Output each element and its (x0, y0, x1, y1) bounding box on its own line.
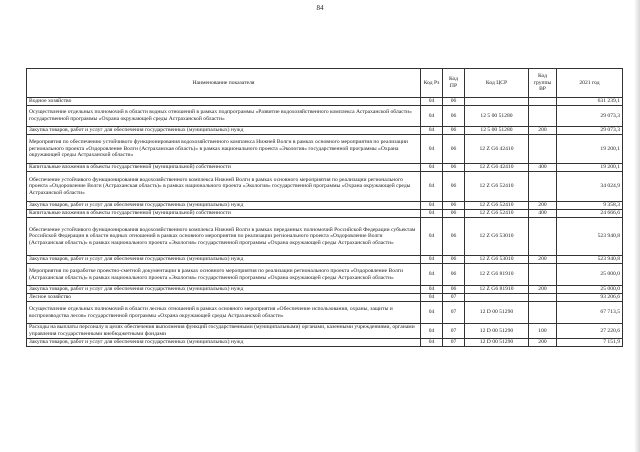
row-rz-cell: 04 (421, 106, 443, 127)
row-name-cell: Лесное хозяйство (27, 294, 421, 302)
row-rz-cell: 04 (421, 127, 443, 135)
row-vr-cell (529, 294, 557, 302)
row-csr-cell: 12 Z G6 53010 (465, 256, 529, 264)
row-sum-cell: 29 073,3 (557, 106, 623, 127)
row-rz-cell: 04 (421, 135, 443, 164)
row-rz-cell: 04 (421, 294, 443, 302)
table-row (27, 218, 623, 256)
row-sum-cell: 25 000,0 (557, 264, 623, 286)
row-sum-cell: 67 713,5 (557, 302, 623, 324)
row-sum-cell: 24 666,6 (557, 210, 623, 218)
table-body (27, 98, 623, 347)
row-pr-cell: 06 (443, 106, 465, 127)
row-vr-cell: 200 (529, 202, 557, 210)
row-name-cell: Водное хозяйство (27, 98, 421, 106)
row-vr-cell (529, 302, 557, 324)
table-row (27, 286, 623, 294)
row-csr-cell: 12 D 00 51290 (465, 324, 529, 339)
row-name-cell: Закупка товаров, работ и услуг для обеспечения государственных (муниципальных) нужд (27, 202, 421, 210)
row-csr-cell: 12 Z G6 52410 (465, 202, 529, 210)
row-csr-cell: 12 Z G6 52410 (465, 210, 529, 218)
row-csr-cell: 12 Z G6 42410 (465, 135, 529, 164)
row-pr-cell: 06 (443, 264, 465, 286)
row-rz-cell: 04 (421, 172, 443, 202)
table-row (27, 294, 623, 302)
row-vr-cell: 200 (529, 127, 557, 135)
row-name-cell: Мероприятия по обеспечению устойчивого функционирования водохозяйственного комплекса Нижней Волги в рамках основного мероприятия по реализации регионального проекта «Оздоровление Волги (Астраханская область)» в рамках национального проекта «Экология» государственной программы «Охрана окружающей среды Астраханской области» (27, 135, 421, 164)
row-sum-cell: 93 206,6 (557, 294, 623, 302)
row-pr-cell: 06 (443, 172, 465, 202)
row-pr-cell: 06 (443, 210, 465, 218)
row-rz-cell: 04 (421, 218, 443, 256)
header-sum: 2021 год (557, 69, 623, 98)
row-pr-cell: 06 (443, 164, 465, 172)
row-vr-cell (529, 172, 557, 202)
table-row (27, 106, 623, 127)
row-vr-cell (529, 98, 557, 106)
table-header (27, 69, 623, 98)
row-pr-cell: 07 (443, 294, 465, 302)
table-row (27, 256, 623, 264)
row-name-cell: Капитальные вложения в объекты государственной (муниципальной) собственности (27, 164, 421, 172)
row-vr-cell: 200 (529, 286, 557, 294)
budget-table (26, 68, 623, 347)
row-rz-cell: 04 (421, 256, 443, 264)
table-row (27, 164, 623, 172)
row-sum-cell: 27 220,6 (557, 324, 623, 339)
row-rz-cell: 04 (421, 286, 443, 294)
row-vr-cell (529, 264, 557, 286)
row-csr-cell: 12 Z G6 42410 (465, 164, 529, 172)
row-pr-cell: 06 (443, 98, 465, 106)
row-rz-cell: 04 (421, 98, 443, 106)
row-rz-cell: 04 (421, 302, 443, 324)
row-name-cell: Расходы на выплаты персоналу в целях обеспечения выполнения функций государственными (муниципальными) органами, казенными учреждениями, органами управления государственными внебюджетными фондами (27, 324, 421, 339)
table-row (27, 172, 623, 202)
row-sum-cell: 34 024,9 (557, 172, 623, 202)
table-row (27, 127, 623, 135)
table-row (27, 264, 623, 286)
row-csr-cell: 12 Z G6 52410 (465, 172, 529, 202)
row-sum-cell: 19 200,1 (557, 164, 623, 172)
row-csr-cell (465, 98, 529, 106)
table-row (27, 210, 623, 218)
table-row (27, 339, 623, 347)
row-rz-cell: 04 (421, 164, 443, 172)
row-csr-cell (465, 294, 529, 302)
row-name-cell: Закупка товаров, работ и услуг для обеспечения государственных (муниципальных) нужд (27, 339, 421, 347)
row-csr-cell: 12 Z G6 81910 (465, 286, 529, 294)
row-pr-cell: 07 (443, 302, 465, 324)
row-csr-cell: 12 Z G6 53010 (465, 218, 529, 256)
row-pr-cell: 06 (443, 218, 465, 256)
row-name-cell: Осуществление отдельных полномочий в области водных отношений в рамках подпрограммы «Развитие водохозяйственного комплекса Астраханской области» государственной программы «Охрана окружающей среды Астраханской области» (27, 106, 421, 127)
table-row (27, 202, 623, 210)
page-number: 84 (316, 4, 324, 12)
table-row (27, 302, 623, 324)
row-pr-cell: 06 (443, 127, 465, 135)
table-row (27, 135, 623, 164)
row-csr-cell: 12 Z G6 81910 (465, 264, 529, 286)
row-sum-cell: 9 358,3 (557, 202, 623, 210)
row-vr-cell: 100 (529, 324, 557, 339)
header-row (27, 69, 623, 98)
row-name-cell: Обеспечение устойчивого функционирования водохозяйственного комплекса Нижней Волги в рамках переданных полномочий Российской Федерации субъектам Российской Федерации в области водных отношений в рамках основного мероприятия по реализации регионального проекта «Оздоровление Волги (Астраханская область)» в рамках национального проекта «Экология» государственной программы «Охрана окружающей среды Астраханской области» (27, 218, 421, 256)
table-row (27, 98, 623, 106)
header-csr: Код ЦСР (465, 69, 529, 98)
row-vr-cell (529, 218, 557, 256)
row-sum-cell: 523 940,8 (557, 218, 623, 256)
row-sum-cell: 25 000,0 (557, 286, 623, 294)
row-vr-cell (529, 106, 557, 127)
row-rz-cell: 04 (421, 339, 443, 347)
row-pr-cell: 07 (443, 324, 465, 339)
header-name: Наименование показателя (27, 69, 421, 98)
row-vr-cell: 400 (529, 164, 557, 172)
row-rz-cell: 04 (421, 210, 443, 218)
header-pr: Код ПР (443, 69, 465, 98)
header-rz: Код Рз (421, 69, 443, 98)
row-sum-cell: 523 940,8 (557, 256, 623, 264)
row-sum-cell: 631 239,1 (557, 98, 623, 106)
scan-edge-shadow (634, 0, 640, 452)
row-csr-cell: 12 5 00 51280 (465, 127, 529, 135)
row-pr-cell: 06 (443, 256, 465, 264)
row-pr-cell: 06 (443, 202, 465, 210)
table-row (27, 324, 623, 339)
row-vr-cell: 200 (529, 339, 557, 347)
row-vr-cell (529, 135, 557, 164)
row-csr-cell: 12 D 00 51290 (465, 339, 529, 347)
row-sum-cell: 29 073,3 (557, 127, 623, 135)
row-name-cell: Мероприятия по разработке проектно-сметной документации в рамках основного мероприятия по реализации регионального проекта «Оздоровление Волги (Астраханская область)» в рамках национального проекта «Экология» государственной программы «Охрана окружающей среды Астраханской области» (27, 264, 421, 286)
row-vr-cell: 400 (529, 210, 557, 218)
row-name-cell: Обеспечение устойчивого функционирования водохозяйственного комплекса Нижней Волги в рамках основного мероприятия по реализации регионального проекта «Оздоровление Волги (Астраханская область)» в рамках национального проекта «Экология» государственной программы «Охрана окружающей среды Астраханской области» (27, 172, 421, 202)
row-csr-cell: 12 D 00 51290 (465, 302, 529, 324)
row-vr-cell: 200 (529, 256, 557, 264)
row-rz-cell: 04 (421, 202, 443, 210)
row-pr-cell: 07 (443, 339, 465, 347)
row-sum-cell: 7 151,9 (557, 339, 623, 347)
row-name-cell: Осуществление отдельных полномочий в области лесных отношений в рамках основного мероприятия «Обеспечение использования, охраны, защиты и воспроизводства лесов» государственной программы «Охрана окружающей среды Астраханской области» (27, 302, 421, 324)
row-rz-cell: 04 (421, 264, 443, 286)
header-vr: Код группы ВР (529, 69, 557, 98)
row-sum-cell: 19 200,1 (557, 135, 623, 164)
row-rz-cell: 04 (421, 324, 443, 339)
row-name-cell: Капитальные вложения в объекты государственной (муниципальной) собственности (27, 210, 421, 218)
row-pr-cell: 06 (443, 135, 465, 164)
row-name-cell: Закупка товаров, работ и услуг для обеспечения государственных (муниципальных) нужд (27, 286, 421, 294)
row-pr-cell: 06 (443, 286, 465, 294)
row-name-cell: Закупка товаров, работ и услуг для обеспечения государственных (муниципальных) нужд (27, 256, 421, 264)
row-name-cell: Закупка товаров, работ и услуг для обеспечения государственных (муниципальных) нужд (27, 127, 421, 135)
row-csr-cell: 12 5 00 51280 (465, 106, 529, 127)
